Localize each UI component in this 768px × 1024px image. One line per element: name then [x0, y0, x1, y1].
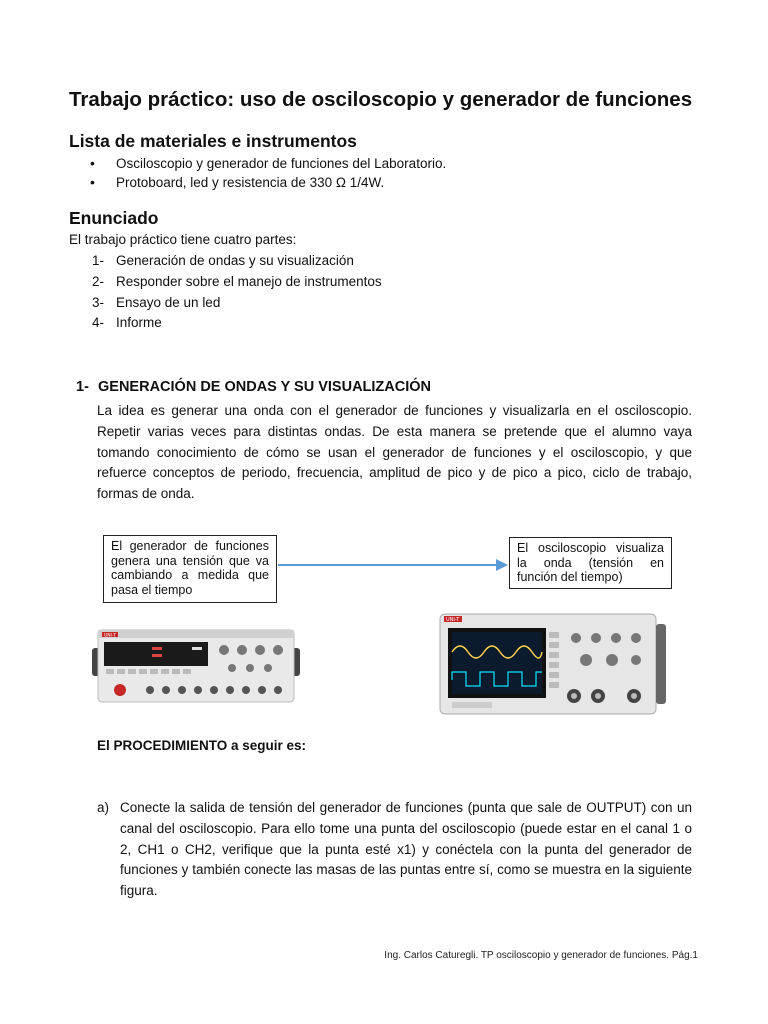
section-number: 1-	[76, 379, 89, 395]
materials-heading: Lista de materiales e instrumentos	[69, 131, 357, 151]
item-number: 1-	[92, 253, 105, 268]
list-item	[92, 272, 382, 293]
step-label: a)	[97, 800, 110, 815]
list-item	[92, 313, 382, 334]
materials-list	[90, 154, 446, 192]
list-item: • Protoboard, led y resistencia de 330 Ω 1/4W.	[90, 173, 446, 192]
section-title: GENERACIÓN DE ONDAS Y SU VISUALIZACIÓN	[98, 379, 432, 395]
oscilloscope-image	[436, 610, 668, 720]
step-text: Conecte la salida de tensión del generador de funciones (punta que sale de OUTPUT) con un canal del osciloscopio. Para ello tome una punta del osciloscopio (puede estar en el canal 1 o 2, CH1 o CH2, verifique que la punta esté x1) y conéctela con la punta del generador de funciones y también conecte las masas de las puntas entre sí, como se muestra en la siguiente figura.	[120, 800, 692, 899]
item-number: 4-	[92, 315, 105, 331]
parts-list	[92, 251, 382, 334]
list-item: • Osciloscopio y generador de funciones del Laboratorio.	[90, 154, 446, 173]
function-generator-image	[92, 628, 300, 706]
item-text: Responder sobre el manejo de instrumentos	[116, 273, 382, 289]
oscilloscope-callout: El osciloscopio visualiza la onda (tensión en función del tiempo)	[509, 537, 672, 589]
arrow-icon	[278, 558, 508, 572]
document-title: Trabajo práctico: uso de osciloscopio y generador de funciones	[69, 88, 693, 111]
generator-callout: El generador de funciones genera una tensión que va cambiando a medida que pasa el tiempo	[103, 535, 277, 603]
item-number: 2-	[92, 273, 105, 289]
page-footer: Ing. Carlos Caturegli. TP osciloscopio y generador de funciones. Pág.1	[384, 950, 698, 961]
procedure-heading: El PROCEDIMIENTO a seguir es:	[97, 738, 307, 753]
oscilloscope-brand: UNI-T	[446, 617, 460, 623]
section1-heading	[76, 379, 431, 395]
procedure-step	[97, 798, 692, 902]
statement-intro: El trabajo práctico tiene cuatro partes:	[69, 232, 297, 247]
item-text: Ensayo de un led	[116, 294, 221, 310]
list-item	[92, 293, 382, 314]
list-item	[92, 251, 382, 272]
generator-brand: UNI-T	[104, 633, 116, 639]
item-text: Generación de ondas y su visualización	[116, 253, 354, 268]
item-number: 3-	[92, 294, 105, 310]
statement-heading: Enunciado	[69, 208, 159, 228]
item-text: Informe	[116, 315, 162, 331]
section1-paragraph: La idea es generar una onda con el generador de funciones y visualizarla en el osciloscopio. Repetir varias veces para distintas ondas. De esta manera se pretende que el alumno vaya tomando conocimiento de cómo se usan el generador de funciones y el osciloscopio, y que refuerce conceptos de periodo, frecuencia, amplitud de pico y de pico a pico, ciclo de trabajo, formas de onda.	[97, 403, 692, 502]
